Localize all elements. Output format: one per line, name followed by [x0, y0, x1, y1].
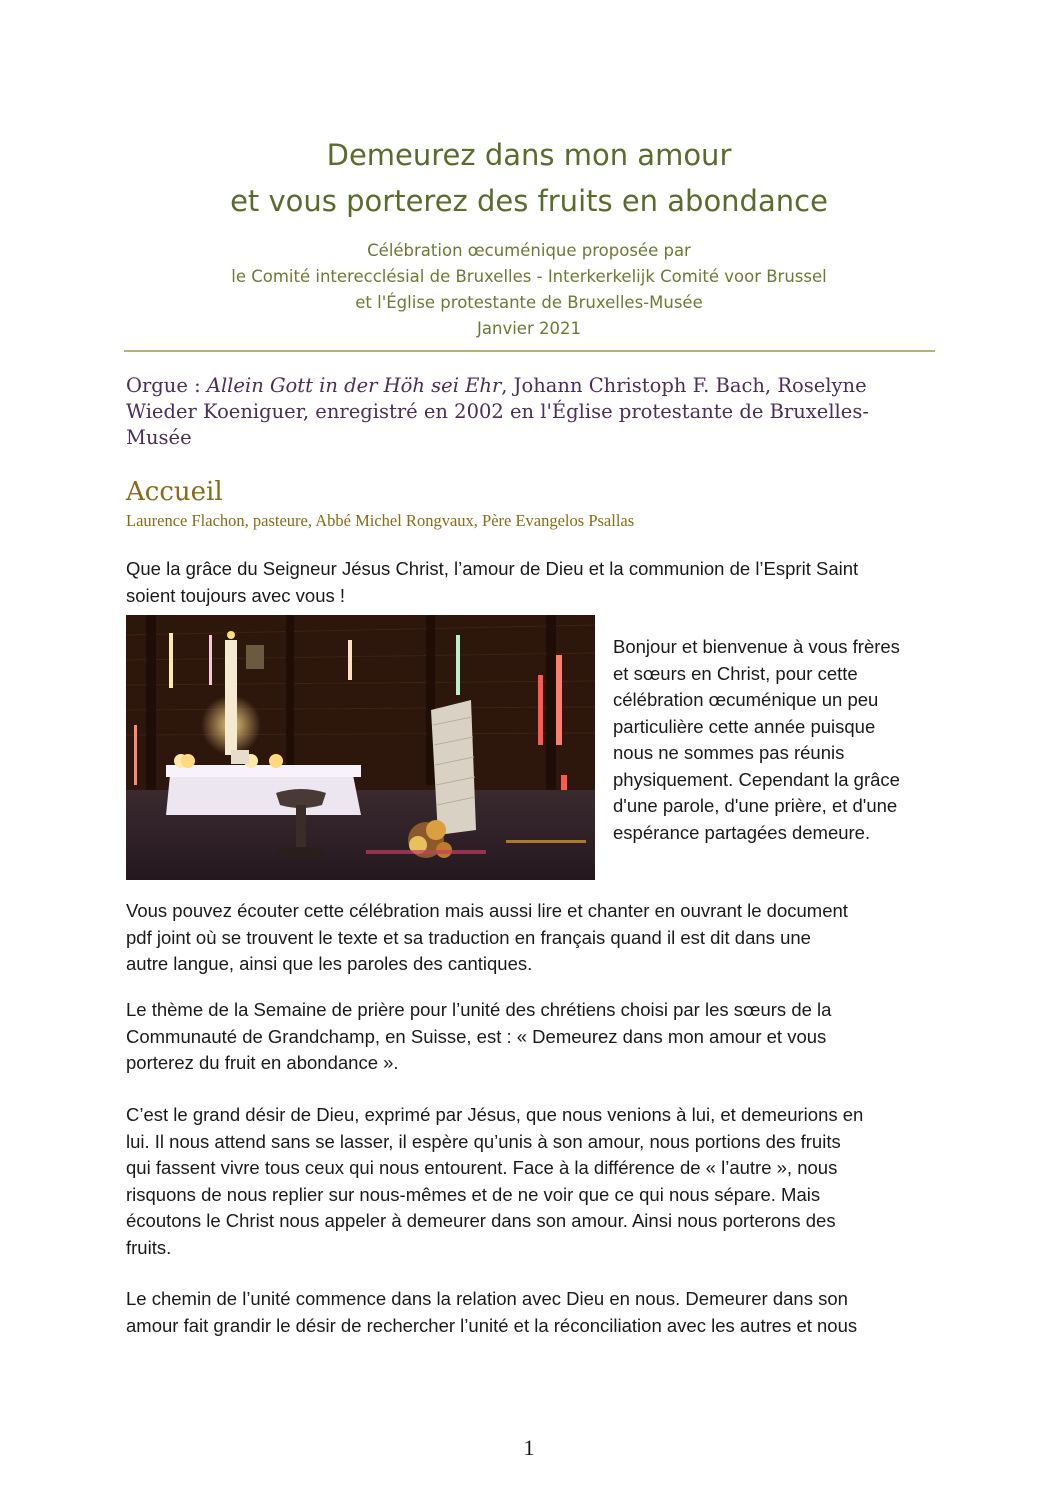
- organ-line-1-rest: , Johann Christoph F. Bach, Roselyne: [501, 374, 867, 397]
- accueil-heading: Accueil: [126, 477, 223, 507]
- theme-line-2: Communauté de Grandchamp, en Suisse, est : « Demeurez dans mon amour et vous: [126, 1025, 827, 1047]
- unity-paragraph: [126, 1286, 916, 1339]
- celebration-info: [0, 238, 1058, 342]
- desire-line-4: risquons de nous replier sur nous-mêmes et de ne voir que ce qui nous sépare. Mais: [126, 1183, 821, 1205]
- desire-line-1: C’est le grand désir de Dieu, exprimé par Jésus, que nous venions à lui, et demeurions en: [126, 1104, 864, 1125]
- header-divider: [124, 350, 935, 352]
- organ-line-2: Wieder Koeniguer, enregistré en 2002 en l'Église protestante de Bruxelles-: [126, 400, 869, 423]
- organ-credit: [126, 373, 916, 451]
- desire-line-6: fruits.: [126, 1236, 172, 1258]
- listen-line-1: Vous pouvez écouter cette célébration mais aussi lire et chanter en ouvrant le document: [126, 900, 848, 921]
- subtitle-line-2: le Comité interecclésial de Bruxelles - Interkerkelijk Comité voor Brussel: [231, 267, 827, 286]
- subtitle-line-1: Célébration œcuménique proposée par: [367, 241, 691, 260]
- listen-line-2: pdf joint où se trouvent le texte et sa traduction en français quand il est dit dans une: [126, 926, 811, 948]
- page-number: 1: [523, 1435, 535, 1460]
- listen-paragraph: [126, 898, 916, 978]
- document-title: [0, 132, 1058, 224]
- greeting-paragraph: [126, 556, 916, 609]
- subtitle-line-3: et l'Église protestante de Bruxelles-Musée: [355, 293, 703, 312]
- desire-line-5: écoutons le Christ nous appeler à demeurer dans son amour. Ainsi nous porterons des: [126, 1210, 836, 1231]
- welcome-line-2: et sœurs en Christ, pour cette: [613, 662, 858, 684]
- welcome-line-8: espérance partagées demeure.: [613, 821, 871, 843]
- desire-line-3: qui fassent vivre tous ceux qui nous entourent. Face à la différence de « l’autre », nous: [126, 1157, 838, 1178]
- theme-line-3: porterez du fruit en abondance ».: [126, 1052, 399, 1073]
- church-interior-illustration: [126, 615, 595, 880]
- theme-paragraph: [126, 997, 916, 1077]
- listen-line-3: autre langue, ainsi que les paroles des cantiques.: [126, 953, 533, 974]
- welcome-line-6: physiquement. Cependant la grâce: [613, 768, 900, 790]
- greeting-line-2: soient toujours avec vous !: [126, 584, 346, 606]
- title-line-2: et vous porterez des fruits en abondance: [230, 184, 828, 218]
- welcome-line-5: nous ne sommes pas réunis: [613, 742, 845, 763]
- organ-piece-title: Allein Gott in der Höh sei Ehr: [206, 374, 502, 397]
- welcome-line-4: particulière cette année puisque: [613, 715, 876, 737]
- desire-paragraph: [126, 1102, 916, 1261]
- accueil-ministers: Laurence Flachon, pasteure, Abbé Michel Rongvaux, Père Evangelos Psallas: [126, 511, 635, 530]
- welcome-line-7: d'une parole, d'une prière, et d'une: [613, 795, 898, 816]
- unity-line-1: Le chemin de l’unité commence dans la relation avec Dieu en nous. Demeurer dans son: [126, 1288, 848, 1309]
- subtitle-date: Janvier 2021: [477, 319, 581, 338]
- organ-line-3: Musée: [126, 426, 192, 449]
- welcome-line-1: Bonjour et bienvenue à vous frères: [613, 636, 900, 657]
- welcome-line-3: célébration œcuménique un peu: [613, 689, 879, 710]
- organ-line-1: [126, 373, 916, 399]
- welcome-paragraph: [613, 634, 923, 846]
- organ-prefix: Orgue :: [126, 374, 207, 397]
- title-line-1: Demeurez dans mon amour: [326, 138, 732, 172]
- desire-line-2: lui. Il nous attend sans se lasser, il espère qu’unis à son amour, nous portions des fruits: [126, 1130, 841, 1152]
- greeting-line-1: Que la grâce du Seigneur Jésus Christ, l’amour de Dieu et la communion de l’Esprit Saint: [126, 558, 859, 579]
- unity-line-2: amour fait grandir le désir de rechercher l’unité et la réconciliation avec les autres et nous: [126, 1314, 858, 1336]
- theme-line-1: Le thème de la Semaine de prière pour l’unité des chrétiens choisi par les sœurs de la: [126, 999, 832, 1020]
- church-interior-photo: [126, 615, 595, 880]
